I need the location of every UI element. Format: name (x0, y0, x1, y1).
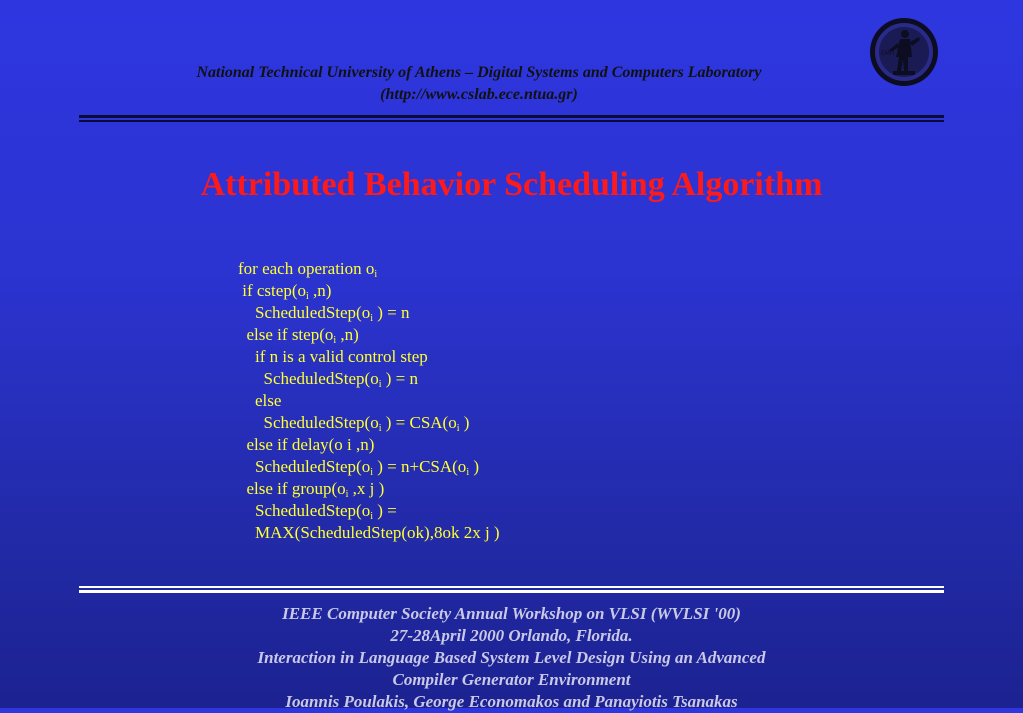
pseudocode-line (238, 280, 500, 302)
pseudocode-line (238, 346, 500, 368)
code-text: MAX(ScheduledStep(ok),8ok 2x j ) (238, 523, 500, 542)
pseudocode-line (238, 412, 500, 434)
code-text: else if delay(o i ,n) (238, 435, 375, 454)
algorithm-pseudocode (238, 258, 500, 544)
subscript: i (378, 423, 382, 434)
code-text: else (238, 391, 282, 410)
pseudocode-line (238, 368, 500, 390)
subscript: i (370, 313, 373, 324)
code-text: ScheduledStep(o (238, 303, 371, 322)
subscript: i (305, 291, 309, 302)
code-text: ,n) (336, 325, 359, 344)
subscript: i (378, 379, 382, 390)
code-text: if cstep(o (238, 281, 306, 300)
footer-paper-title: Interaction in Language Based System Level Design Using an Advanced (257, 648, 766, 667)
code-text: ) = n (372, 303, 410, 322)
pseudocode-line (238, 258, 500, 280)
pseudocode-line (238, 500, 500, 522)
code-text: ) = (372, 501, 397, 520)
code-text: ScheduledStep(o (238, 501, 371, 520)
subscript: i (370, 511, 373, 522)
header (79, 62, 879, 106)
subscript: i (370, 467, 373, 478)
pseudocode-line (238, 302, 500, 324)
code-text: else if step(o (238, 325, 334, 344)
footer-paper-title-cont: Compiler Generator Environment (392, 670, 631, 689)
footer-date-location: 27-28April 2000 Orlando, Florida. (390, 626, 633, 645)
subscript: i (456, 423, 460, 434)
code-text: ,x j ) (348, 479, 385, 498)
subscript: i (466, 467, 470, 478)
code-text: if n is a valid control step (238, 347, 428, 366)
pseudocode-line (238, 478, 500, 500)
code-text: ScheduledStep(o (238, 369, 379, 388)
pseudocode-line (238, 324, 500, 346)
code-text: ) (459, 413, 470, 432)
footer-conference: IEEE Computer Society Annual Workshop on VLSI (WVLSI '00) (282, 604, 741, 623)
code-text: ) = n (381, 369, 418, 388)
footer-divider (79, 586, 944, 593)
footer-authors: Ioannis Poulakis, George Economakos and Panayiotis Tsanakas (285, 692, 738, 711)
university-seal-icon (869, 17, 939, 87)
subscript: i (333, 335, 337, 346)
subscript: i (345, 489, 349, 500)
header-divider (79, 115, 944, 122)
slide-title: Attributed Behavior Scheduling Algorithm (200, 166, 823, 203)
code-text: ) = CSA(o (381, 413, 457, 432)
code-text: ScheduledStep(o (238, 457, 371, 476)
code-text: ) (469, 457, 480, 476)
code-text: ) = n+CSA(o (372, 457, 467, 476)
header-url: (http://www.cslab.ece.ntua.gr) (380, 86, 578, 103)
pseudocode-line (238, 456, 500, 478)
pseudocode-line (238, 390, 500, 412)
footer (0, 603, 1023, 713)
code-text: for each operation o (238, 259, 375, 278)
code-text: ScheduledStep(o (238, 413, 379, 432)
svg-text:ΕΜΠ: ΕΜΠ (881, 50, 895, 57)
header-institution: National Technical University of Athens – Digital Systems and Computers Laboratory (196, 64, 762, 81)
subscript: i (374, 269, 378, 280)
pseudocode-line (238, 434, 500, 456)
code-text: ,n) (308, 281, 332, 300)
pseudocode-line (238, 522, 500, 544)
code-text: else if group(o (238, 479, 346, 498)
